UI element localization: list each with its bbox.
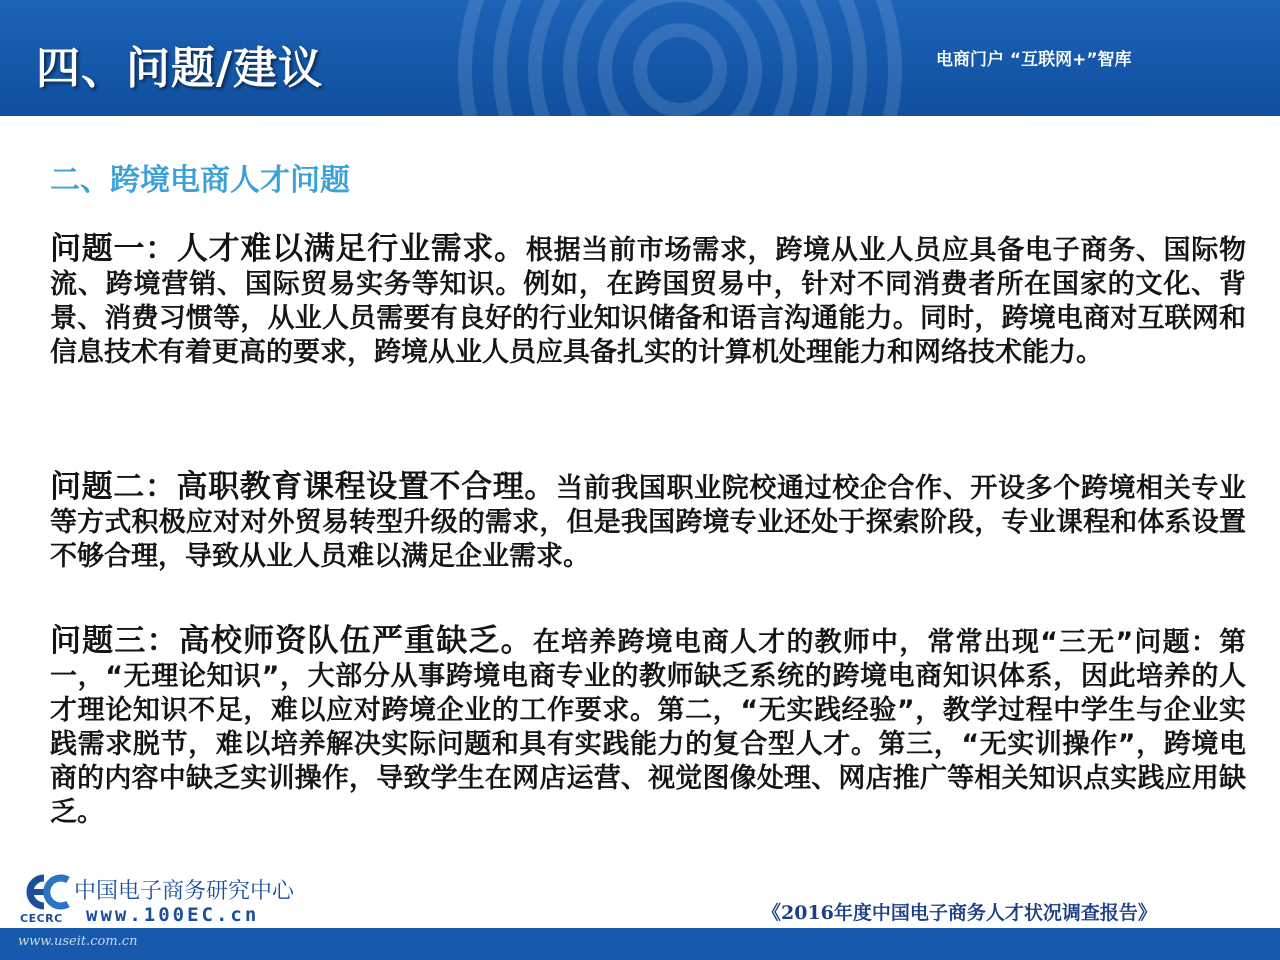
problem-body-2: 当前我国职业院校通过校企合作、开设多个跨境相关专业等方式积极应对对外贸易转型升级的需求，但是我国跨境专业还处于探索阶段，专业课程和体系设置不够合理，导致从业人员难以满足企业需求。	[50, 473, 1246, 572]
footer-bar	[0, 928, 1280, 960]
cecrc-logo	[18, 872, 318, 928]
watermark-url: www.useit.com.cn	[18, 934, 138, 949]
problem-paragraph-3	[50, 624, 1246, 830]
problem-heading-3: 问题三：高校师资队伍严重缺乏。	[50, 623, 533, 659]
problem-paragraph-2	[50, 470, 1246, 574]
page-title: 四、问题/建议	[36, 43, 324, 94]
problem-body-1: 根据当前市场需求，跨境从业人员应具备电子商务、国际物流、跨境营销、国际贸易实务等知识。例如，在跨国贸易中，针对不同消费者所在国家的文化、背景、消费习惯等，从业人员需要有良好的行业知识储备和语言沟通能力。同时，跨境电商对互联网和信息技术有着更高的要求，跨境从业人员应具备扎实的计算机处理能力和网络技术能力。	[50, 235, 1246, 368]
problem-heading-2: 问题二：高职教育课程设置不合理。	[50, 469, 556, 505]
ec-logo-icon	[18, 872, 72, 912]
problem-paragraph-1	[50, 232, 1246, 370]
logo-org-name: 中国电子商务研究中心	[74, 879, 295, 904]
header-tagline: 电商门户 “互联网+”智库	[936, 50, 1132, 70]
logo-cecrc-text: CECRC	[20, 912, 63, 925]
problem-body-3: 在培养跨境电商人才的教师中，常常出现“三无”问题：第一，“无理论知识”，大部分从事跨境电商专业的教师缺乏系统的跨境电商知识体系，因此培养的人才理论知识不足，难以应对跨境企业的工作要求。第二，“无实践经验”，教学过程中学生与企业实践需求脱节，难以培养解决实际问题和具有实践能力的复合型人才。第三，“无实训操作”，跨境电商的内容中缺乏实训操作，导致学生在网店运营、视觉图像处理、网店推广等相关知识点实践应用缺乏。	[50, 627, 1246, 828]
logo-url: www.100EC.cn	[86, 904, 260, 926]
header-bar	[0, 0, 1280, 116]
section-title: 二、跨境电商人才问题	[50, 163, 350, 198]
problem-heading-1: 问题一：人才难以满足行业需求。	[50, 231, 526, 267]
header-swirl-decoration	[420, 0, 940, 116]
report-title: 《2016年度中国电子商务人才状况调查报告》	[762, 902, 1157, 924]
